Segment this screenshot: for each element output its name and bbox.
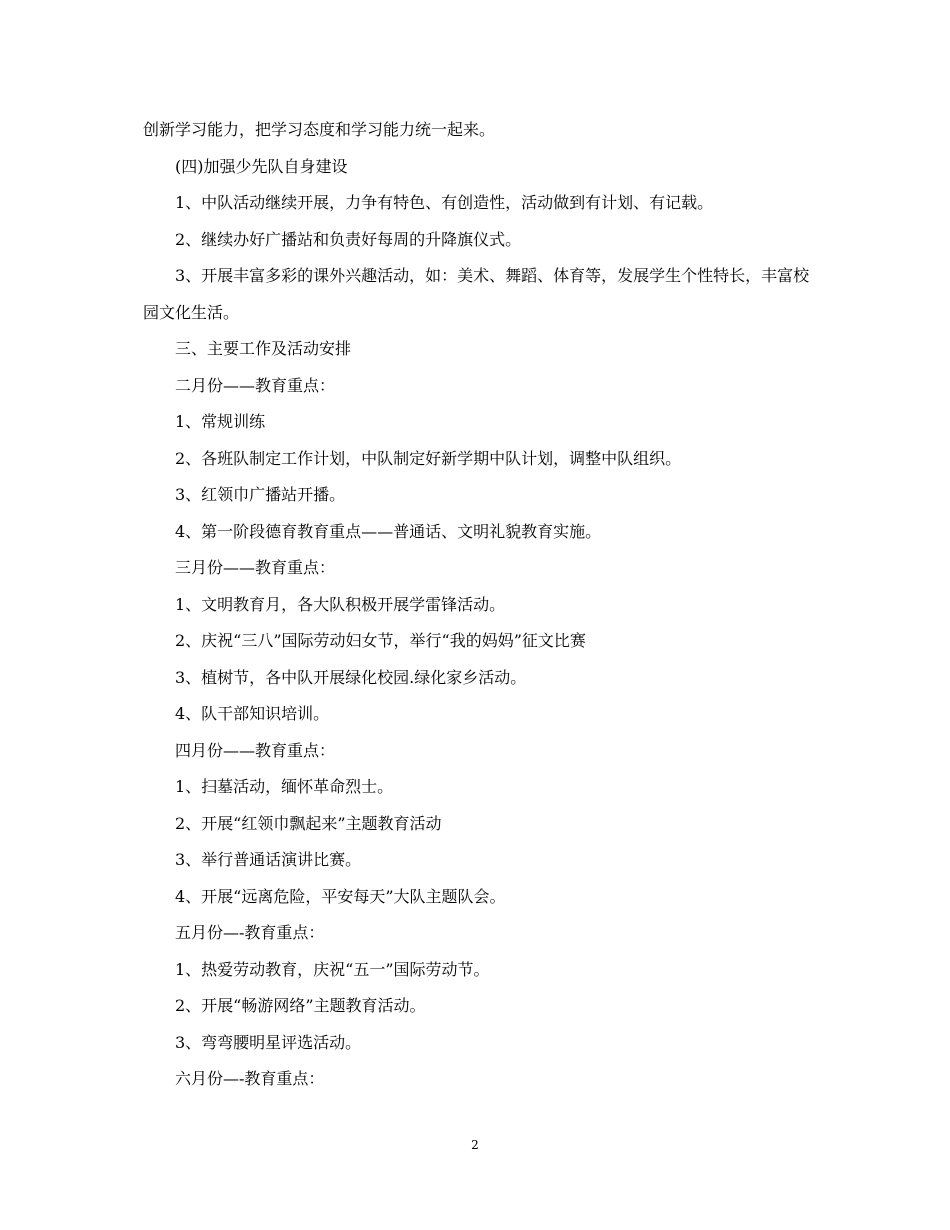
paragraph: 4、第一阶段德育教育重点——普通话、文明礼貌教育实施。 bbox=[175, 521, 602, 541]
paragraph: 4、开展“远离危险，平安每天”大队主题队会。 bbox=[175, 886, 506, 906]
document-body bbox=[143, 112, 813, 1098]
paragraph: 3、红领巾广播站开播。 bbox=[175, 485, 346, 504]
paragraph: 1、热爱劳动教育，庆祝“五一”国际劳动节。 bbox=[175, 959, 490, 979]
paragraph: 3、举行普通话演讲比赛。 bbox=[175, 850, 362, 869]
paragraph: 二月份——教育重点： bbox=[175, 375, 336, 395]
paragraph: 1、文明教育月，各大队积极开展学雷锋活动。 bbox=[175, 594, 506, 614]
paragraph: 1、中队活动继续开展，力争有特色、有创造性，活动做到有计划、有记载。 bbox=[175, 193, 714, 212]
paragraph: 1、常规训练 bbox=[175, 412, 266, 431]
paragraph: (四)加强少先队自身建设 bbox=[175, 156, 348, 176]
paragraph: 2、各班队制定工作计划，中队制定好新学期中队计划，调整中队组织。 bbox=[175, 448, 682, 468]
paragraph: 1、扫墓活动，缅怀革命烈士。 bbox=[175, 777, 394, 796]
paragraph: 四月份——教育重点： bbox=[175, 740, 336, 760]
paragraph: 五月份—-教育重点： bbox=[175, 923, 325, 942]
paragraph: 三、主要工作及活动安排 bbox=[175, 339, 352, 358]
paragraph: 2、继续办好广播站和负责好每周的升降旗仪式。 bbox=[175, 229, 522, 249]
paragraph: 3、植树节，各中队开展绿化校园.绿化家乡活动。 bbox=[175, 667, 527, 687]
page-number: 2 bbox=[471, 1138, 479, 1152]
paragraph: 3、弯弯腰明星评选活动。 bbox=[175, 1032, 362, 1052]
paragraph: 创新学习能力，把学习态度和学习能力统一起来。 bbox=[143, 120, 496, 139]
paragraph: 3、开展丰富多彩的课外兴趣活动，如：美术、舞蹈、体育等，发展学生个性特长，丰富校园文化生活。 bbox=[143, 266, 810, 322]
paragraph: 2、开展“畅游网络”主题教育活动。 bbox=[175, 996, 426, 1015]
paragraph: 4、队干部知识培训。 bbox=[175, 704, 330, 723]
paragraph: 六月份—-教育重点： bbox=[175, 1069, 325, 1088]
paragraph: 三月份——教育重点： bbox=[175, 558, 336, 577]
paragraph: 2、庆祝“三八”国际劳动妇女节，举行“我的妈妈”征文比赛 bbox=[175, 631, 586, 650]
paragraph: 2、开展“红领巾飘起来”主题教育活动 bbox=[175, 813, 442, 833]
